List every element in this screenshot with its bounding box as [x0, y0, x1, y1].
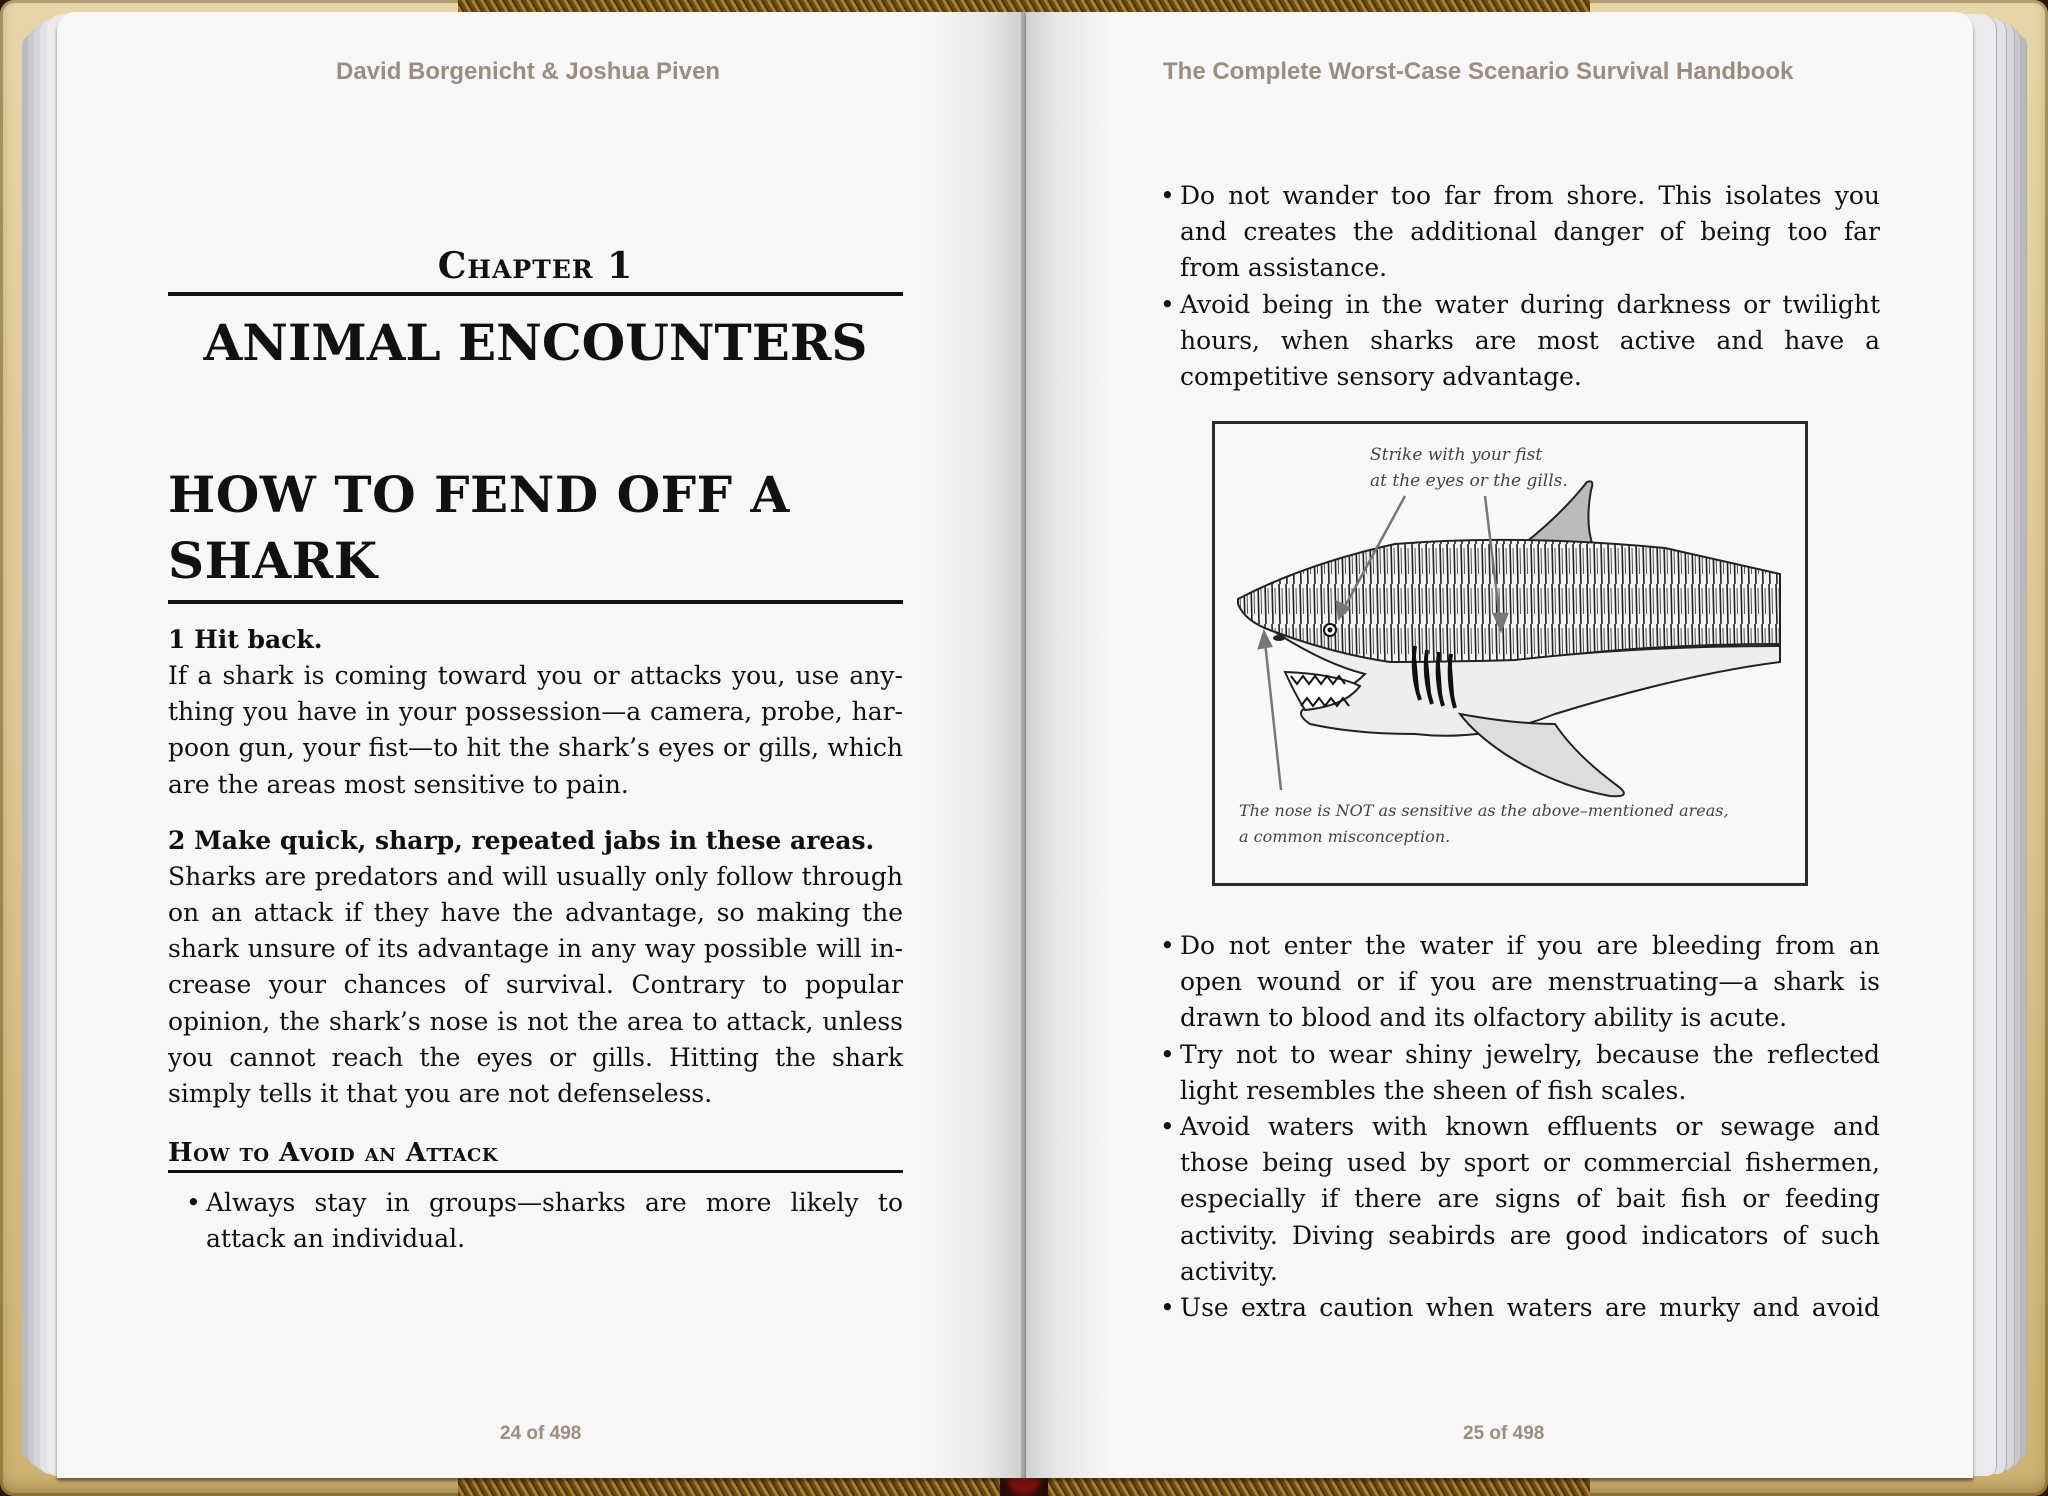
- pectoral-fin: [1460, 714, 1624, 796]
- bullet-item: • Use extra caution when waters are murky and avoid: [1160, 1290, 1880, 1326]
- step-1-heading: 1 Hit back.: [168, 625, 323, 654]
- chapter-title: ANIMAL ENCOUNTERS: [203, 313, 868, 372]
- running-header-title: The Complete Worst-Case Scenario Survival Handbook: [1163, 58, 1794, 85]
- left-text-column: [168, 244, 903, 1258]
- bullet-item: • Avoid being in the water during darkness or twilight hours, when sharks are most active and have a competitive sensory advantage.: [1160, 287, 1880, 396]
- shark-nostril: [1273, 635, 1285, 641]
- section-rule: [168, 600, 903, 604]
- page-number-left: 24 of 498: [500, 1423, 582, 1444]
- figure-caption-top-1: Strike with your fist: [1370, 445, 1543, 465]
- bullet-item: • Always stay in groups—sharks are more likely to attack an individual.: [186, 1185, 903, 1257]
- chapter-rule: [168, 292, 903, 296]
- bullet-item: • Do not wander too far from shore. This isolates you and creates the additional danger of being too far from assistance.: [1160, 178, 1880, 287]
- subhead-rule: [168, 1170, 903, 1173]
- right-bullet-list-top: [1160, 178, 1880, 395]
- section-title: HOW TO FEND OFF A SHARK: [168, 465, 790, 590]
- running-header-author: David Borgenicht & Joshua Piven: [336, 58, 721, 85]
- bullet-item: • Try not to wear shiny jewelry, because the reflected light resembles the sheen of fish scales.: [1160, 1037, 1880, 1109]
- figure-caption-bottom-2: a common misconception.: [1239, 827, 1451, 846]
- right-page[interactable]: [1026, 12, 1973, 1478]
- step-2-body: Sharks are predators and will usually only follow through on an attack if they have the advantage, so making the shark unsure of its advantage in any way possible will increase your chances of survival. Contrary to popular opinion, the shark’s nose is not the area to attack, unless you cannot reach the eyes or gills. Hitting the shark simply tells it that you are not defenseless.: [168, 861, 903, 1109]
- left-page[interactable]: [57, 12, 1022, 1478]
- step-1-body: If a shark is coming toward you or attacks you, use anything you have in your possession—a camera, probe, harpoon gun, your fist—to hit the shark’s eyes or gills, which are the areas most sensitive to pain.: [168, 661, 903, 799]
- right-text-column-bottom: [1160, 928, 1880, 1326]
- right-text-column-top: [1160, 178, 1880, 395]
- shark-illustration: [1212, 421, 1808, 886]
- figure-caption-bottom-1: The nose is NOT as sensitive as the above–mentioned areas,: [1239, 801, 1729, 820]
- figure-caption-top-2: at the eyes or the gills.: [1370, 471, 1568, 491]
- bullet-item: • Avoid waters with known effluents or sewage and those being used by sport or commercial fishermen, especially if there are signs of bait fish or feeding activity. Diving seabirds are good indicators of such activity.: [1160, 1109, 1880, 1290]
- avoid-attack-subhead: How to Avoid an Attack: [168, 1138, 498, 1169]
- chapter-label: Chapter 1: [437, 245, 634, 287]
- step-2-heading: 2 Make quick, sharp, repeated jabs in these areas.: [168, 825, 875, 855]
- bullet-item: • Do not enter the water if you are bleeding from an open wound or if you are menstruating—a shark is drawn to blood and its olfactory ability is acute.: [1160, 928, 1880, 1037]
- left-bullet-list: [168, 1185, 903, 1257]
- right-bullet-list-bottom: [1160, 928, 1880, 1326]
- page-number-right: 25 of 498: [1463, 1423, 1545, 1444]
